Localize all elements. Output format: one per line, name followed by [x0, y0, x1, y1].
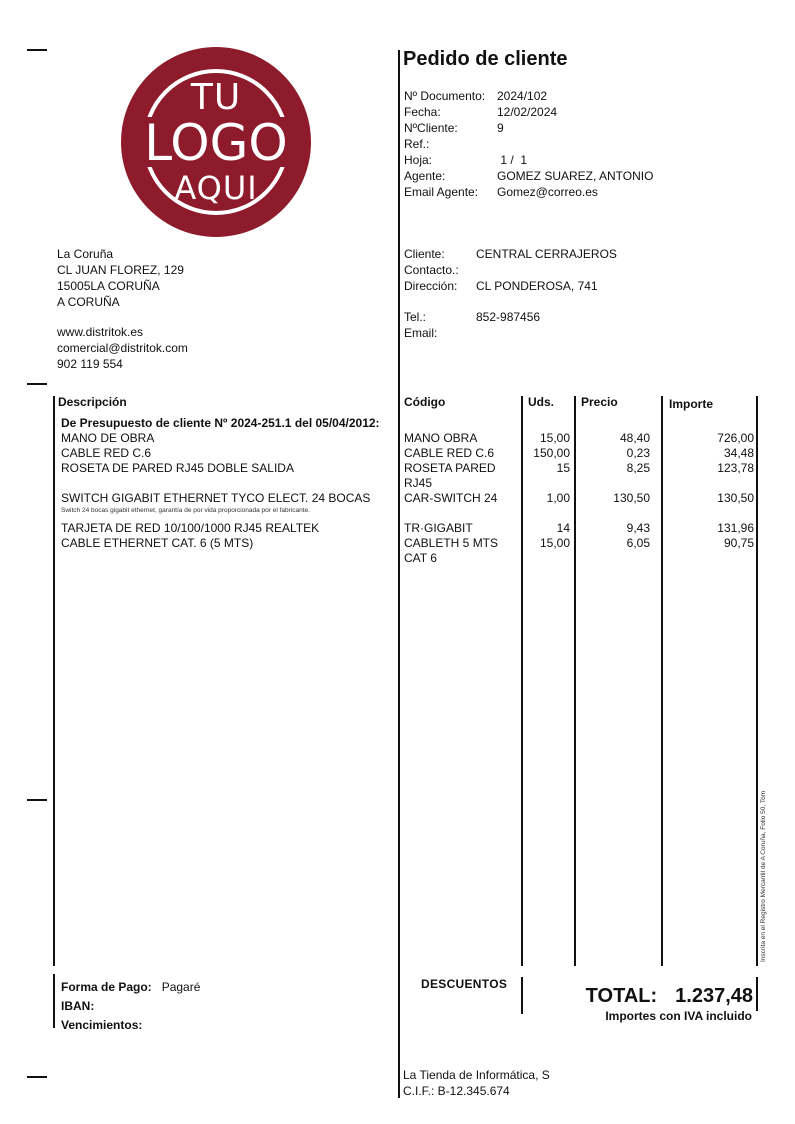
- margin-mark: [27, 799, 47, 801]
- item-units: 15,00: [539, 431, 570, 445]
- item-code: ROSETA PARED: [404, 461, 496, 475]
- item-amount: 726,00: [717, 431, 754, 445]
- item-description: TARJETA DE RED 10/100/1000 RJ45 REALTEK: [61, 521, 320, 535]
- item-price: 0,23: [626, 446, 650, 460]
- column-header-price: Precio: [581, 395, 618, 409]
- spacer: [663, 476, 754, 491]
- spacer: [576, 506, 650, 521]
- margin-mark: [27, 383, 47, 385]
- meta-value: 1 / 1: [497, 153, 528, 167]
- client-label: Tel.:: [404, 310, 427, 324]
- spacer: [404, 294, 617, 309]
- iban-row: [61, 997, 200, 1016]
- item-amount: 130,50: [717, 491, 754, 505]
- company-legal-name: La Tienda de Informática, S: [403, 1068, 550, 1082]
- item-code: CABLETH 5 MTS: [404, 536, 499, 550]
- units-column: [522, 431, 570, 551]
- item-description: CABLE RED C.6: [61, 446, 152, 460]
- table-border-left: [53, 396, 55, 966]
- item-units: 150,00: [533, 446, 570, 460]
- payment-label: Forma de Pago:: [61, 980, 152, 994]
- due-dates-label: Vencimientos:: [61, 1018, 143, 1032]
- spacer: [61, 476, 396, 491]
- logo-text-line3: AQUI: [174, 169, 258, 207]
- spacer: [57, 310, 188, 324]
- company-cif: C.I.F.: B-12.345.674: [403, 1084, 510, 1098]
- client-value: CL PONDEROSA, 741: [476, 279, 598, 293]
- meta-value: 12/02/2024: [497, 105, 558, 119]
- column-header-code: Código: [404, 395, 446, 409]
- vat-note: Importes con IVA incluido: [605, 1009, 752, 1023]
- item-code: CAT 6: [404, 551, 437, 565]
- meta-value: Gomez@correo.es: [497, 185, 598, 199]
- document-meta: [404, 88, 653, 200]
- company-province: A CORUÑA: [57, 295, 120, 309]
- total-border-right: [756, 977, 758, 1011]
- total-amount: [586, 985, 753, 1008]
- company-phone: 902 119 554: [57, 357, 123, 371]
- meta-row-page: [404, 152, 653, 168]
- meta-label: Hoja:: [404, 153, 433, 167]
- client-row-email: [404, 325, 617, 341]
- iban-label: IBAN:: [61, 999, 95, 1013]
- client-row-name: [404, 246, 617, 262]
- meta-label: NºCliente:: [404, 121, 458, 135]
- item-amount: 131,96: [717, 521, 754, 535]
- company-footer: [403, 1067, 550, 1099]
- item-description: SWITCH GIGABIT ETHERNET TYCO ELECT. 24 BOCAS: [61, 491, 371, 505]
- client-info: [404, 246, 617, 341]
- discounts-divider: [521, 977, 523, 1014]
- document-title: Pedido de cliente: [403, 48, 568, 70]
- item-description: ROSETA DE PARED RJ45 DOBLE SALIDA: [61, 461, 294, 475]
- column-header-amount: Importe: [669, 397, 714, 411]
- client-label: Dirección:: [404, 279, 458, 293]
- client-value: 852-987456: [476, 310, 541, 324]
- payment-info: [61, 978, 200, 1035]
- item-code: MANO OBRA: [404, 431, 478, 445]
- client-row-address: [404, 278, 617, 294]
- item-amount: 34,48: [723, 446, 754, 460]
- meta-value: 9: [497, 121, 504, 135]
- item-price: 6,05: [626, 536, 650, 550]
- item-description: CABLE ETHERNET CAT. 6 (5 MTS): [61, 536, 254, 550]
- meta-label: Email Agente:: [404, 185, 479, 199]
- item-amount: 90,75: [723, 536, 754, 550]
- meta-value: GOMEZ SUAREZ, ANTONIO: [497, 169, 654, 183]
- column-header-description: Descripción: [58, 395, 127, 409]
- item-price: 9,43: [626, 521, 650, 535]
- company-city: La Coruña: [57, 247, 114, 261]
- item-amount: 123,78: [717, 461, 754, 475]
- total-label: TOTAL:: [585, 985, 658, 1007]
- amount-column: [663, 431, 754, 551]
- company-info: [57, 246, 188, 372]
- meta-row-date: [404, 104, 653, 120]
- spacer: [404, 506, 519, 521]
- total-value: 1.237,48: [675, 985, 753, 1007]
- footer-border-left: [53, 974, 55, 1028]
- meta-row-agent: [404, 168, 653, 184]
- item-description: MANO DE OBRA: [61, 431, 155, 445]
- meta-label: Fecha:: [404, 105, 441, 119]
- meta-label: Agente:: [404, 169, 446, 183]
- client-row-contact: [404, 262, 617, 278]
- spacer: [576, 476, 650, 491]
- margin-mark: [27, 49, 47, 51]
- spacer: [522, 476, 570, 491]
- code-column: [404, 431, 519, 566]
- client-value: CENTRAL CERRAJEROS: [476, 247, 617, 261]
- table-border-right: [756, 396, 758, 966]
- price-column: [576, 431, 650, 551]
- client-row-phone: [404, 309, 617, 325]
- meta-value: 2024/102: [497, 89, 548, 103]
- meta-row-client-number: [404, 120, 653, 136]
- spacer: [522, 506, 570, 521]
- company-web: www.distritok.es: [57, 325, 144, 339]
- discounts-label: DESCUENTOS: [421, 977, 508, 991]
- due-dates-row: [61, 1016, 200, 1035]
- logo-text-line1: TU: [190, 77, 242, 118]
- item-code: TR·GIGABIT: [404, 521, 473, 535]
- column-header-units: Uds.: [528, 395, 555, 409]
- registry-note: Inscrita en el Registro Mercantil de A Coruña, Folio 50, Tom: [760, 790, 767, 962]
- company-postal: 15005LA CORUÑA: [57, 279, 160, 293]
- client-label: Contacto.:: [404, 263, 459, 277]
- client-label: Cliente:: [404, 247, 445, 261]
- client-label: Email:: [404, 326, 438, 340]
- meta-row-agent-email: [404, 184, 653, 200]
- meta-row-ref: [404, 136, 653, 152]
- payment-method-row: [61, 978, 200, 997]
- logo-text-line2: LOGO: [144, 114, 288, 172]
- item-units: 15: [556, 461, 570, 475]
- item-price: 8,25: [626, 461, 650, 475]
- description-column: [61, 416, 396, 551]
- meta-row-document-number: [404, 88, 653, 104]
- item-units: 1,00: [546, 491, 570, 505]
- item-code: CABLE RED C.6: [404, 446, 495, 460]
- item-price: 130,50: [613, 491, 650, 505]
- payment-value: Pagaré: [161, 980, 201, 994]
- item-units: 14: [556, 521, 570, 535]
- item-price: 48,40: [619, 431, 650, 445]
- company-email: comercial@distritok.com: [57, 341, 188, 355]
- item-note: Switch 24 bocas gigabit ethernet, garantía de por vida proporcionada por el fabricante.: [61, 507, 310, 514]
- company-address: CL JUAN FLOREZ, 129: [57, 263, 184, 277]
- quote-reference: De Presupuesto de cliente Nº 2024-251.1 del 05/04/2012:: [61, 416, 380, 430]
- margin-mark: [27, 1076, 47, 1078]
- center-divider: [398, 50, 400, 1098]
- item-code: CAR-SWITCH 24: [404, 491, 498, 505]
- spacer: [663, 506, 754, 521]
- item-code: RJ45: [404, 476, 433, 490]
- item-units: 15,00: [539, 536, 570, 550]
- meta-label: Ref.:: [404, 137, 430, 151]
- company-logo: [121, 47, 311, 237]
- meta-label: Nº Documento:: [404, 89, 486, 103]
